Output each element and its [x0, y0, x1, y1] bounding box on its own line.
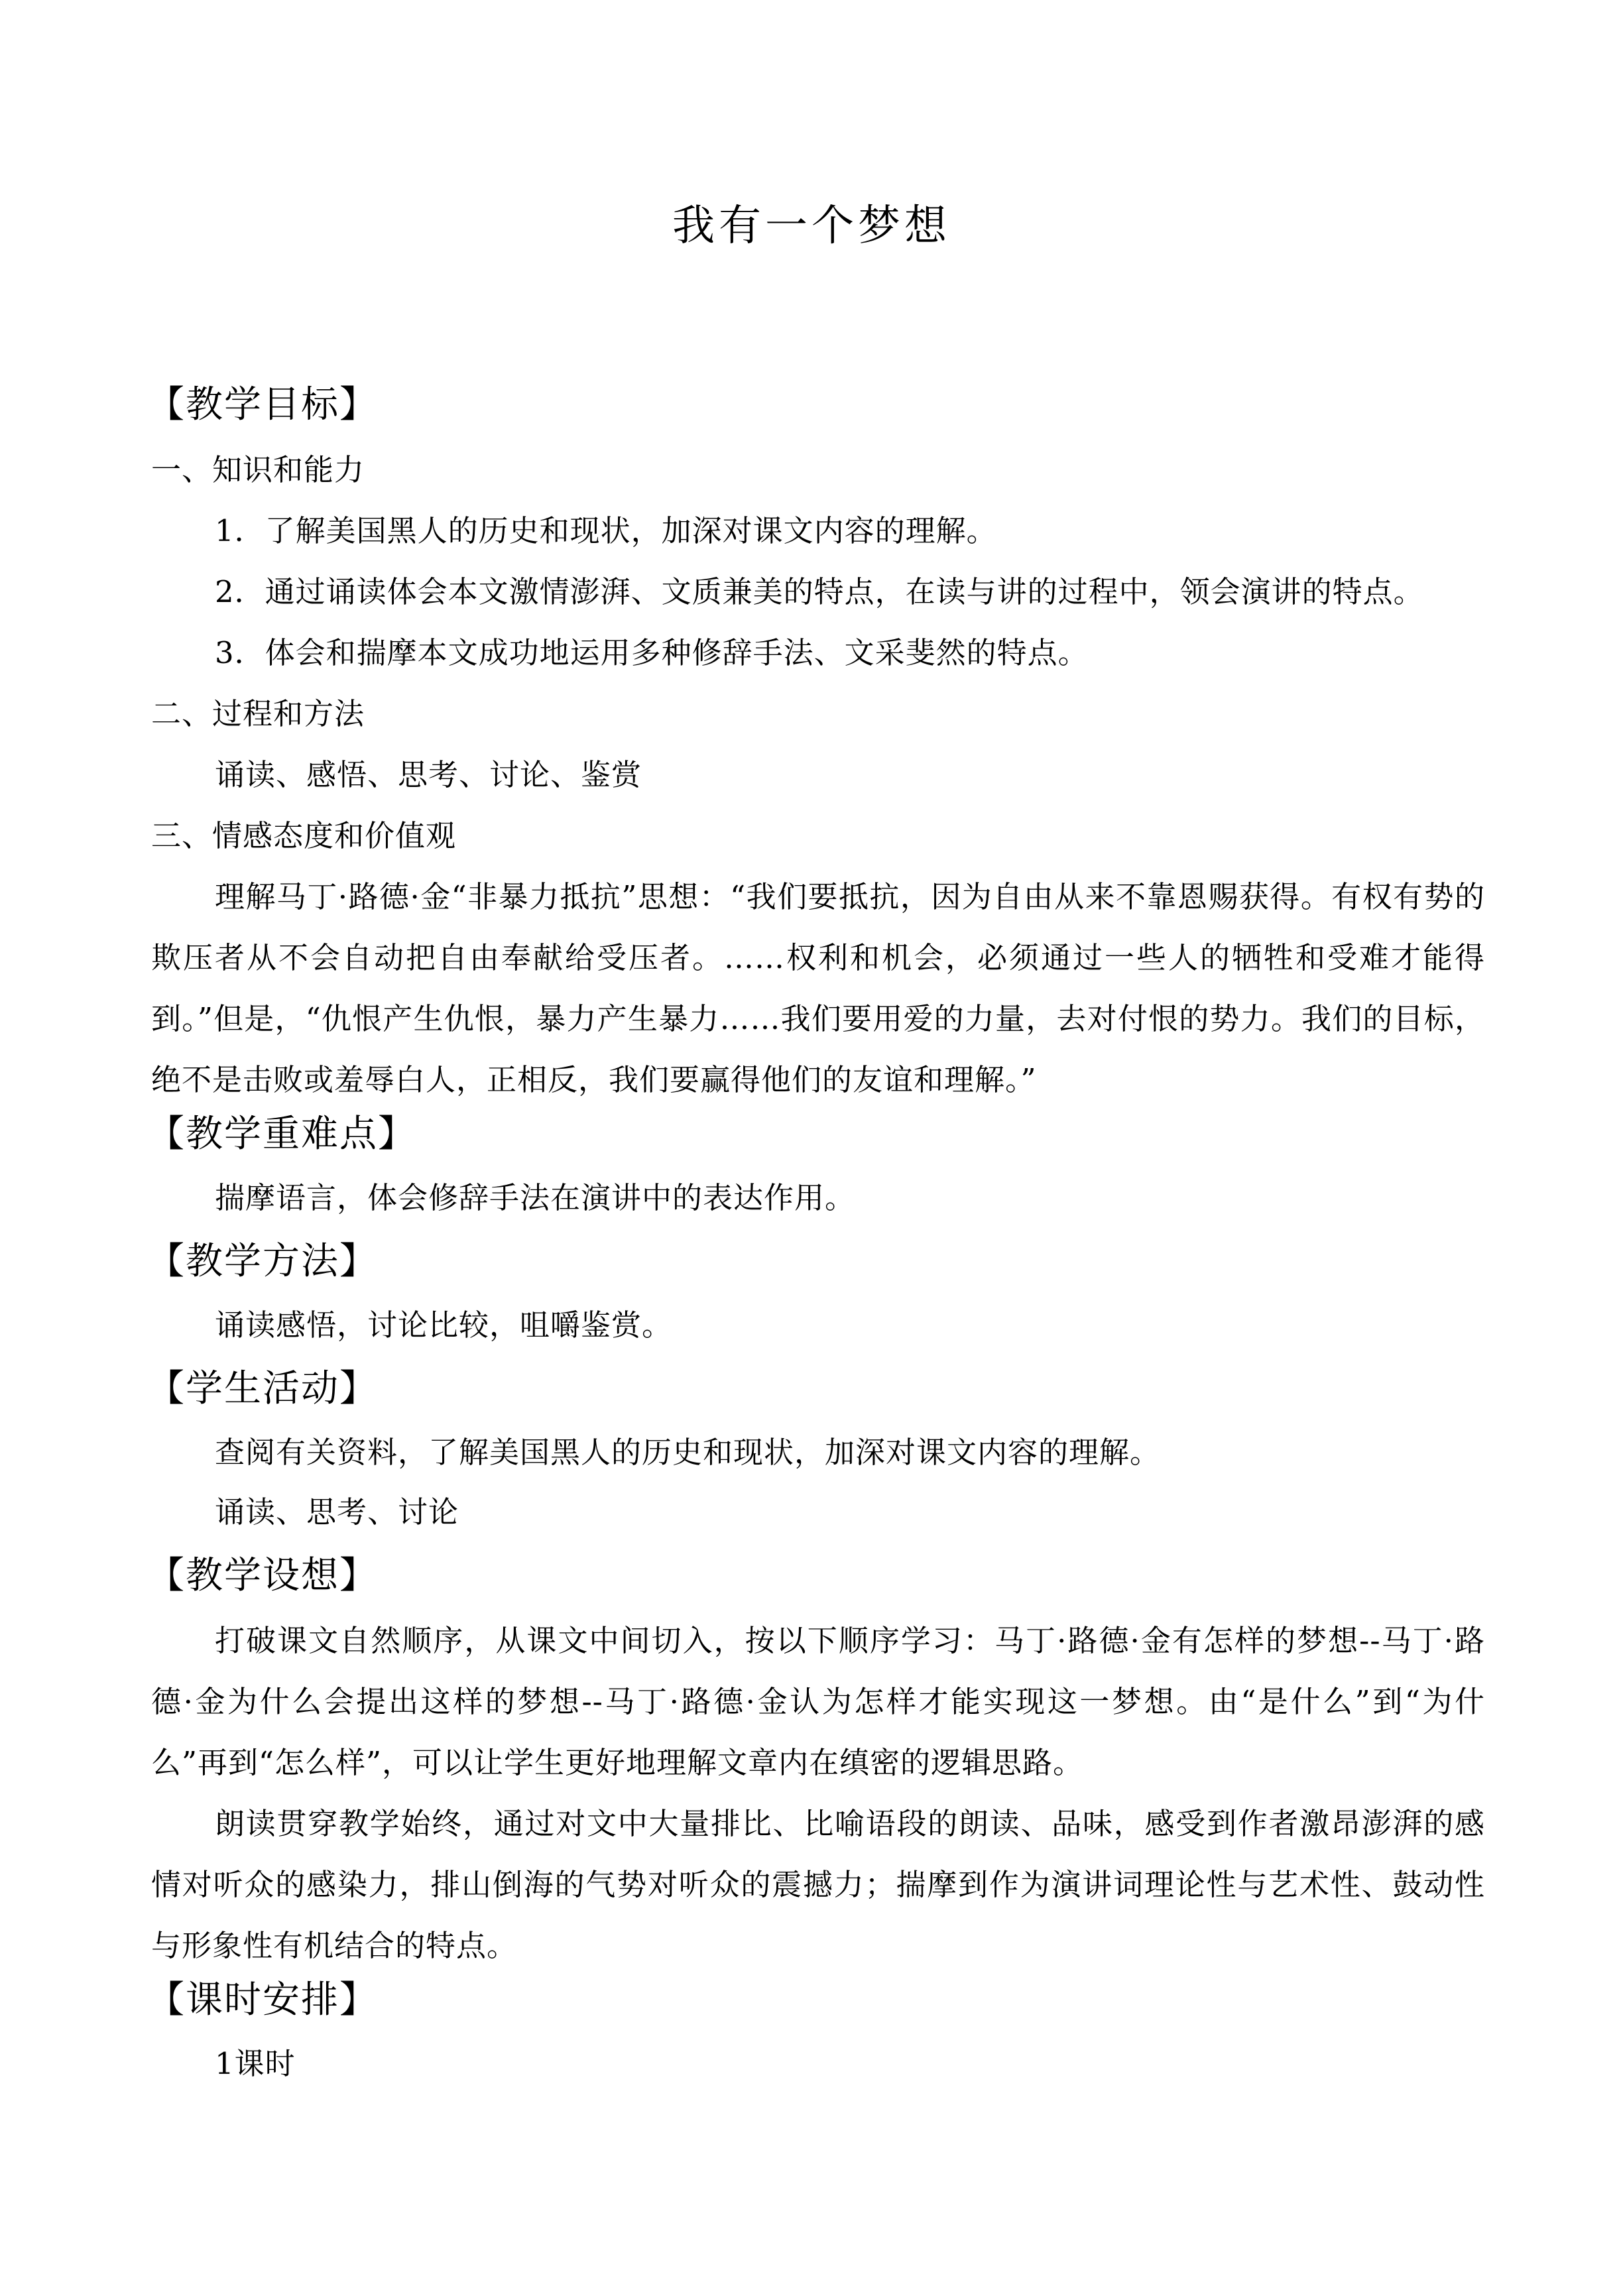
methods-text: 诵读感悟，讨论比较，咀嚼鉴赏。 — [215, 1307, 673, 1343]
design-paragraph-2: 朗读贯穿教学始终，通过对文中大量排比、比喻语段的朗读、品味，感受到作者激昂澎湃的感情对听众的感染力，排山倒海的气势对听众的震撼力；揣摩到作为演讲词理论性与艺术性、鼓动性与形象性有机结合的特点。 — [151, 1806, 1485, 1963]
section-heading-methods: 【教学方法】 — [147, 1240, 378, 1283]
activities-item-1: 查阅有关资料，了解美国黑人的历史和现状，加深对课文内容的理解。 — [215, 1435, 1161, 1470]
section-heading-design: 【教学设想】 — [147, 1554, 378, 1597]
goals-part3-text: 理解马丁·路德·金“非暴力抵抗”思想：“我们要抵抗，因为自由从来不靠恩赐获得。有权有势的欺压者从不会自动把自由奉献给受压者。……权利和机会，必须通过一些人的牺牲和受难才能得到。”但是，“仇恨产生仇恨，暴力产生暴力……我们要用爱的力量，去对付恨的势力。我们的目标，绝不是击败或羞辱白人，正相反，我们要赢得他们的友谊和理解。” — [151, 879, 1485, 1097]
goals-item-3: 3．体会和揣摩本文成功地运用多种修辞手法、文采斐然的特点。 — [215, 635, 1089, 670]
section-heading-goals: 【教学目标】 — [147, 383, 378, 426]
key-points-text: 揣摩语言，体会修辞手法在演讲中的表达作用。 — [215, 1180, 856, 1215]
schedule-text: 1课时 — [215, 2046, 296, 2081]
design-paragraph-1: 打破课文自然顺序，从课文中间切入，按以下顺序学习：马丁·路德·金有怎样的梦想--马丁·路德·金为什么会提出这样的梦想--马丁·路德·金认为怎样才能实现这一梦想。由“是什么”到“为什么”再到“怎么样”，可以让学生更好地理解文章内在缜密的逻辑思路。 — [151, 1623, 1485, 1780]
goals-part1-label: 一、知识和能力 — [151, 452, 365, 487]
goals-part2-text: 诵读、感悟、思考、讨论、鉴赏 — [215, 757, 642, 792]
section-heading-schedule: 【课时安排】 — [147, 1978, 378, 2022]
document-title: 我有一个梦想 — [672, 202, 951, 251]
section-heading-key-points: 【教学重难点】 — [147, 1113, 416, 1156]
goals-item-1: 1．了解美国黑人的历史和现状，加深对课文内容的理解。 — [215, 513, 997, 548]
goals-part3-label: 三、情感态度和价值观 — [151, 818, 457, 853]
document-body — [147, 381, 1485, 2084]
section-heading-activities: 【学生活动】 — [147, 1367, 378, 1410]
goals-item-2: 2．通过诵读体会本文激情澎湃、文质兼美的特点，在读与讲的过程中，领会演讲的特点。 — [215, 574, 1424, 609]
activities-item-2: 诵读、思考、讨论 — [215, 1494, 459, 1530]
goals-part2-label: 二、过程和方法 — [151, 696, 365, 731]
